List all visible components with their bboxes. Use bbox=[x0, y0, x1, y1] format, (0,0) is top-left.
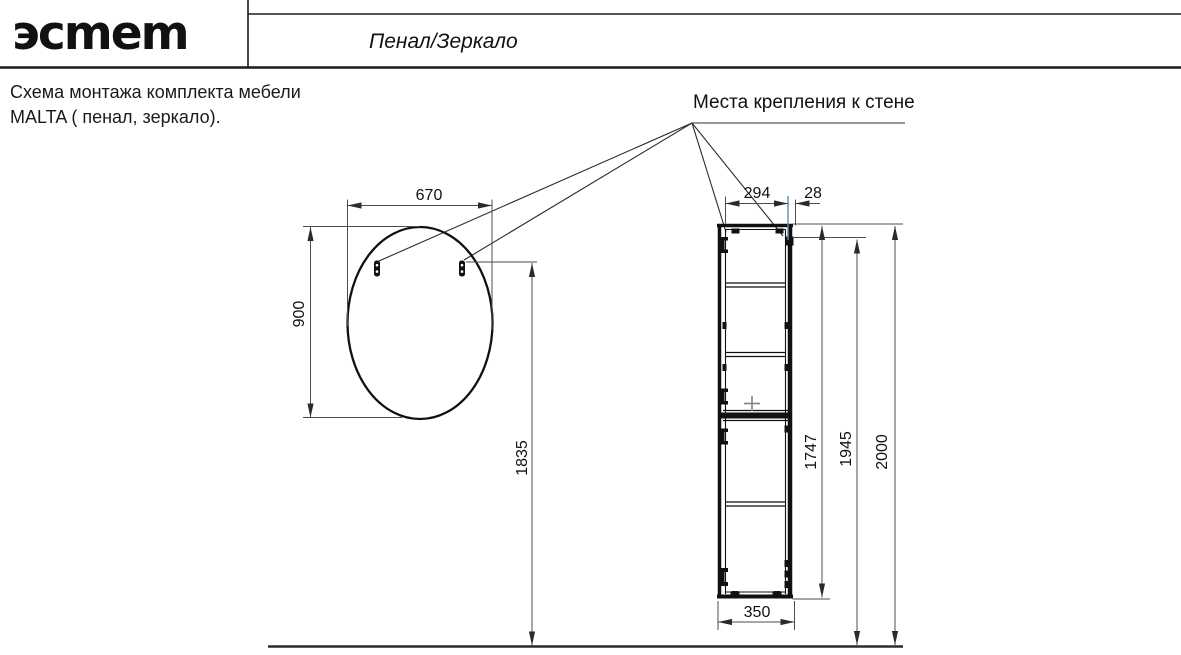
cabinet-shelves bbox=[721, 283, 791, 506]
dim-cabinet-body-height: 1747 bbox=[803, 434, 820, 470]
page-title: Пенал/Зеркало bbox=[369, 30, 518, 53]
mirror-outline bbox=[348, 227, 493, 419]
cabinet-outline bbox=[717, 224, 793, 599]
center-cross-mark bbox=[744, 396, 760, 411]
brand-logo: эсmem bbox=[12, 6, 188, 61]
dim-mirror-mount-height: 1835 bbox=[514, 440, 531, 476]
mirror-dimensions bbox=[303, 200, 537, 646]
dim-mirror-width: 670 bbox=[415, 187, 443, 204]
dim-cabinet-mount-height: 1945 bbox=[838, 431, 855, 467]
wall-mount-label: Места крепления к стене bbox=[693, 92, 915, 113]
dim-cabinet-rail: 28 bbox=[804, 185, 822, 202]
scheme-description bbox=[10, 80, 301, 130]
dim-cabinet-depth: 350 bbox=[743, 604, 771, 621]
dim-cabinet-total-height: 2000 bbox=[874, 434, 891, 470]
scheme-description-line2: MALTA ( пенал, зеркало). bbox=[10, 107, 221, 127]
dim-cabinet-mount-offset: 294 bbox=[743, 185, 771, 202]
scheme-description-line1: Схема монтажа комплекта мебели bbox=[10, 82, 301, 102]
dim-mirror-height: 900 bbox=[291, 300, 308, 328]
mirror-mount-brackets bbox=[374, 261, 465, 277]
